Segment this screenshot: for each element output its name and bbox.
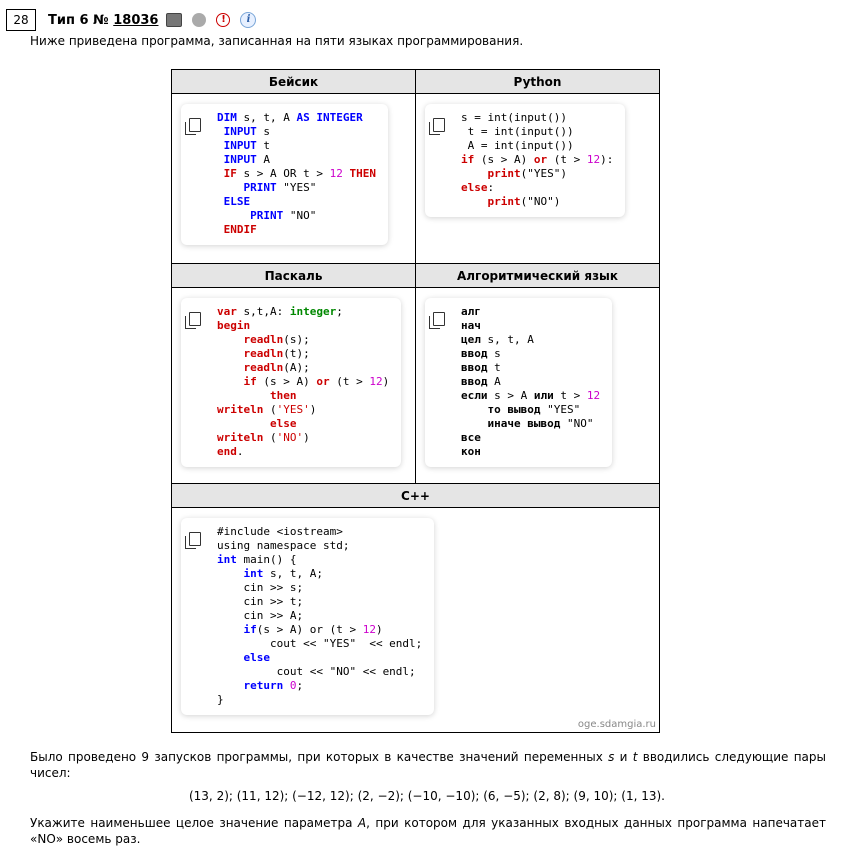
copy-icon[interactable] [189, 118, 201, 132]
runs-text-end: вводились следующие пары чисел: [30, 750, 826, 780]
var-t: t [632, 750, 638, 764]
task-number: 28 [6, 9, 36, 31]
code-block-pascal [181, 298, 401, 467]
question-paragraph [30, 815, 826, 847]
code-pascal: var s,t,A: integer; begin readln(s); readln(t); readln(A); if (s > A) or (t > 12) then writeln ('YES') else writeln ('NO') end. [217, 305, 390, 458]
runs-paragraph [30, 749, 826, 781]
var-s: s [608, 750, 615, 764]
code-block-basic [181, 104, 388, 245]
code-block-cpp [181, 518, 434, 715]
code-algo: алг нач цел s, t, A ввод s ввод t ввод A если s > A или t > 12 то вывод "YES" иначе вывод "NO" все кон [461, 305, 601, 458]
and-text: и [614, 750, 633, 764]
copy-icon[interactable] [433, 312, 445, 326]
video-icon[interactable] [166, 13, 182, 27]
report-error-icon[interactable]: ! [216, 13, 230, 27]
header-algo: Алгоритмический язык [416, 264, 660, 288]
code-python: s = int(input()) t = int(input()) A = int(input()) if (s > A) or (t > 12): print("YES") else: print("NO") [461, 111, 614, 208]
header-basic: Бейсик [172, 70, 416, 94]
task-header [6, 8, 256, 32]
intro-text: Ниже приведена программа, записанная на пяти языках программирования. [30, 34, 524, 48]
question-text: Укажите наименьшее целое значение параметра [30, 816, 358, 830]
header-python: Python [416, 70, 660, 94]
cell-pascal [172, 288, 416, 484]
copy-icon[interactable] [189, 532, 201, 546]
code-block-algo [425, 298, 612, 467]
copy-icon[interactable] [189, 312, 201, 326]
var-A: A [357, 816, 367, 830]
code-basic: DIM s, t, A AS INTEGER INPUT s INPUT t INPUT A IF s > A OR t > 12 THEN PRINT "YES" ELSE PRINT "NO" ENDIF [217, 111, 376, 236]
question-text-end: , при котором для указанных входных данных программа напечатает «NO» восемь раз. [30, 816, 826, 846]
code-cpp: #include <iostream> using namespace std; int main() { int s, t, A; cin >> s; cin >> t; cin >> A; if(s > A) or (t > 12) cout << "YES" << endl; else cout << "NO" << endl; return 0; } [217, 525, 423, 706]
task-id-link[interactable]: 18036 [113, 12, 159, 28]
runs-text: Было проведено 9 запусков программы, при которых в качестве значений переменных [30, 750, 609, 764]
status-circle-icon[interactable] [192, 13, 206, 27]
task-title [48, 13, 158, 28]
header-pascal: Паскаль [172, 264, 416, 288]
copy-icon[interactable] [433, 118, 445, 132]
code-table [171, 69, 660, 733]
header-cpp: C++ [172, 484, 660, 508]
cell-cpp [172, 508, 660, 733]
task-type-label: Тип 6 № [48, 12, 114, 28]
cell-basic [172, 94, 416, 264]
input-pairs: (13, 2); (11, 12); (−12, 12); (2, −2); (−10, −10); (6, −5); (2, 8); (9, 10); (1, 13). [188, 789, 665, 803]
cell-algo [416, 288, 660, 484]
code-block-python [425, 104, 625, 217]
cell-python [416, 94, 660, 264]
watermark: oge.sdamgia.ru [577, 719, 656, 730]
info-icon[interactable]: i [240, 12, 256, 28]
